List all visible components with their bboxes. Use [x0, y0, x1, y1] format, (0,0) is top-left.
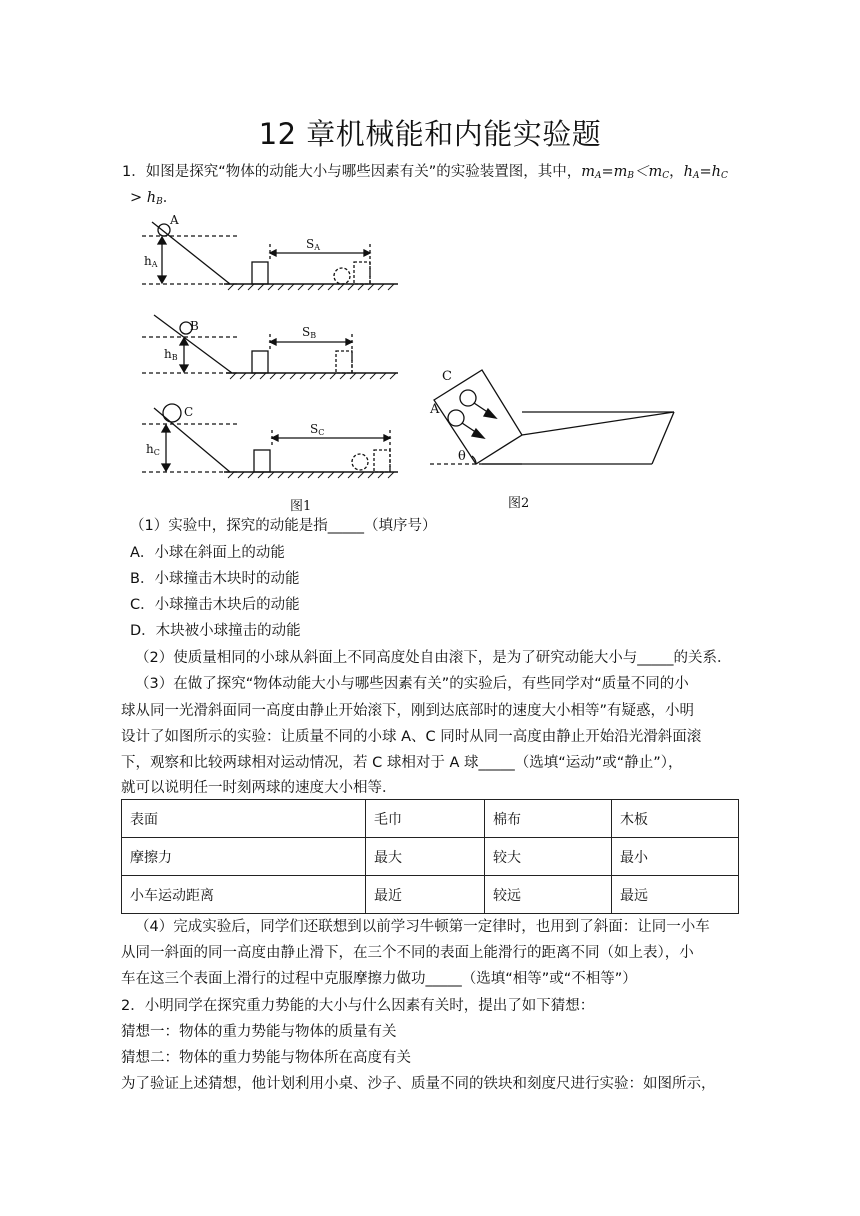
table-row [122, 800, 739, 838]
experiment-figures [120, 210, 700, 520]
q1-sub4-line3: 车在这三个表面上滑行的过程中克服摩擦力做功_____（选填“相等”或“不相等”） [121, 971, 637, 987]
q1-sub3-line1: （3）在做了探究“物体动能大小与哪些因素有关”的实验后，有些同学对“质量不同的小 [135, 676, 689, 692]
q2-line2: 猜想一：物体的重力势能与物体的质量有关 [121, 1024, 397, 1040]
q1-sub3-line3: 设计了如图所示的实验：让质量不同的小球 A、C 同时从同一高度由静止开始沿光滑斜面滚 [121, 729, 702, 745]
label-h-a: hA [144, 254, 158, 269]
table-cell: 表面 [122, 800, 366, 838]
option-c: C．小球撞击木块后的动能 [130, 597, 300, 613]
table-cell: 最大 [366, 838, 485, 876]
table-cell: 较大 [485, 838, 612, 876]
table-cell: 毛巾 [366, 800, 485, 838]
option-a: A．小球在斜面上的动能 [130, 545, 285, 561]
label-fig2-a: A [430, 402, 440, 417]
page-title: 12 章机械能和内能实验题 [258, 117, 602, 151]
q1-condition-height-cont: > $h_B$ [130, 190, 163, 207]
table-cell: 最近 [366, 876, 485, 914]
q1-sub3-line5: 就可以说明任一时刻两球的速度大小相等． [121, 780, 397, 796]
table-cell: 最小 [612, 838, 739, 876]
label-h-c: hC [146, 442, 160, 457]
q1-stem-cont [130, 188, 750, 212]
q1-stem: 1．如图是探究“物体的动能大小与哪些因素有关”的实验装置图，其中，$m_A=m_B<m_C$，$h_A=h_C$ [122, 164, 728, 181]
q2-line1: 2．小明同学在探究重力势能的大小与什么因素有关时，提出了如下猜想： [121, 998, 595, 1014]
label-theta: θ [458, 449, 466, 464]
label-ball-c: C [184, 405, 194, 419]
q1-sub3-line2: 球从同一光滑斜面同一高度由静止开始滚下，刚到达底部时的速度大小相等”有疑惑，小明 [121, 703, 695, 719]
table-cell: 摩擦力 [122, 838, 366, 876]
q1-stem-end: ． [162, 190, 178, 206]
q1-condition-height: $h_A=h_C$ [683, 164, 728, 181]
q2-line3: 猜想二：物体的重力势能与物体所在高度有关 [121, 1050, 411, 1066]
q1-sub1: （1）实验中，探究的动能是指_____（填序号） [130, 518, 437, 534]
table-row [122, 838, 739, 876]
table-cell: 木板 [612, 800, 739, 838]
q2-line4: 为了验证上述猜想，他计划利用小桌、沙子、质量不同的铁块和刻度尺进行实验：如图所示， [121, 1076, 716, 1092]
label-s-c: SC [310, 422, 325, 437]
friction-table [121, 799, 739, 914]
label-h-b: hB [164, 347, 178, 362]
label-s-a: SA [306, 237, 321, 252]
label-ball-a: A [170, 213, 179, 227]
figure2-caption: 图2 [508, 496, 530, 511]
q1-sub4-line2: 从同一斜面的同一高度由静止滑下，在三个不同的表面上能滑行的距离不同（如上表），小 [121, 945, 694, 961]
q1-sub2: （2）使质量相同的小球从斜面上不同高度处自由滚下，是为了研究动能大小与_____的关系． [135, 650, 732, 666]
figure1-caption: 图1 [290, 499, 312, 514]
table-cell: 最远 [612, 876, 739, 914]
table-cell: 小车运动距离 [122, 876, 366, 914]
q1-sub3-line4: 下，观察和比较两球相对运动情况，若 C 球相对于 A 球_____（选填“运动”或“静止”）， [121, 755, 683, 771]
figure-svg [120, 210, 700, 520]
option-d: D．木块被小球撞击的动能 [130, 623, 301, 639]
label-s-b: SB [302, 325, 317, 340]
table-cell: 较远 [485, 876, 612, 914]
option-b: B．小球撞击木块时的动能 [130, 571, 300, 587]
q1-stem-text: 1．如图是探究“物体的动能大小与哪些因素有关”的实验装置图，其中， [122, 164, 582, 180]
q1-sub4-line1: （4）完成实验后，同学们还联想到以前学习牛顿第一定律时，也用到了斜面：让同一小车 [135, 919, 710, 935]
table-row [122, 876, 739, 914]
table-cell: 棉布 [485, 800, 612, 838]
label-fig2-c: C [442, 369, 452, 384]
q1-condition-mass: $m_A=m_B<m_C$ [581, 164, 670, 181]
label-ball-b: B [190, 319, 199, 333]
